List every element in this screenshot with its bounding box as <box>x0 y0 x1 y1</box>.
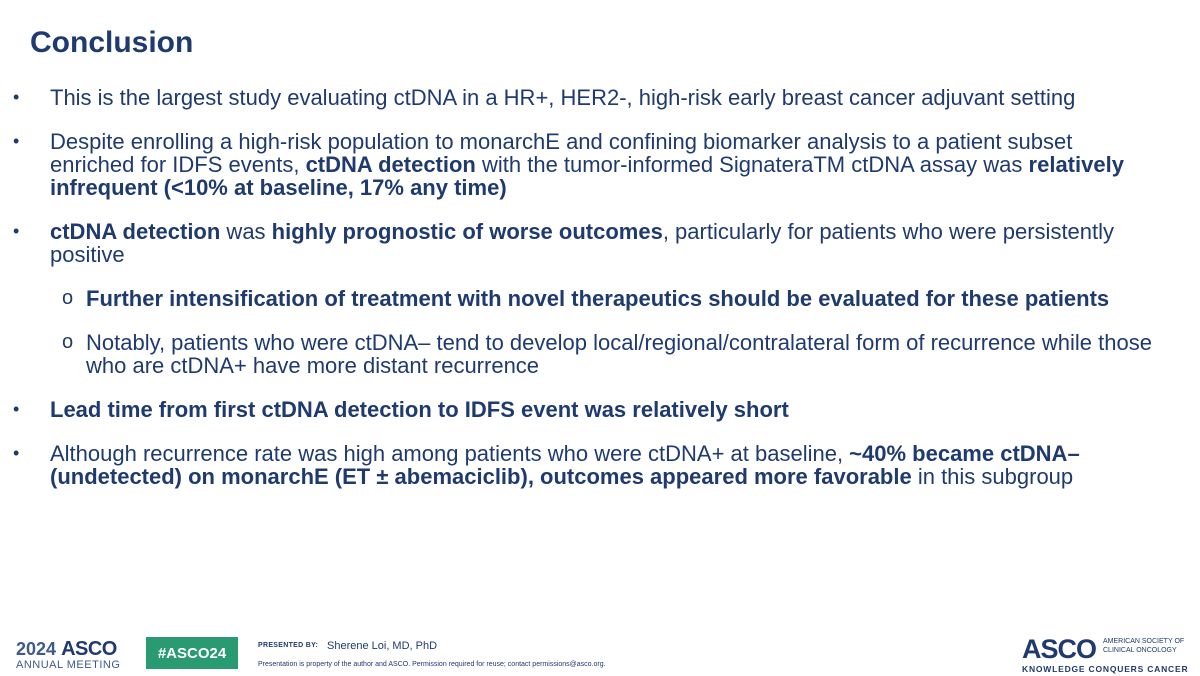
bullet-became-negative <box>0 442 1200 488</box>
asco-tagline: KNOWLEDGE CONQUERS CANCER <box>1022 664 1189 674</box>
bullet-detection-infrequent <box>0 130 1200 199</box>
asco-logo: ASCO <box>1022 634 1097 664</box>
meeting-subtitle: ANNUAL MEETING <box>16 659 121 671</box>
conclusion-list <box>0 86 1200 488</box>
bullet-text: Although recurrence rate was high among patients who were ctDNA+ at baseline, <box>50 441 850 466</box>
bullet-emphasis: Lead time from first ctDNA detection to IDFS event was relatively short <box>50 397 789 422</box>
bullet-prognostic <box>0 220 1200 266</box>
copyright-disclaimer: Presentation is property of the author and ASCO. Permission required for reuse; contact permissions@asco.org. <box>258 661 606 668</box>
bullet-text: in this subgroup <box>911 464 1074 489</box>
bullet-emphasis: highly prognostic of worse outcomes <box>271 219 663 244</box>
bullet-lead-time <box>0 398 1200 421</box>
bullet-glyph: • <box>13 87 20 107</box>
sub-bullet-intensification <box>0 287 1200 310</box>
meeting-asco: ASCO <box>61 638 117 660</box>
bullet-emphasis: relatively infrequent (<10% at baseline, 17% any time) <box>50 152 1124 200</box>
bullet-text: was <box>220 219 272 244</box>
slide-footer <box>0 628 1200 676</box>
bullet-text: with the tumor-informed SignateraTM ctDNA assay was <box>475 152 1029 177</box>
presented-by-label: PRESENTED BY: <box>258 642 319 649</box>
bullet-glyph: • <box>13 131 20 151</box>
presenter-name: Sherene Loi, MD, PhD <box>327 640 438 652</box>
sub-bullet-text: Notably, patients who were ctDNA– tend to develop local/regional/contralateral form of recurrence while those who are ctDNA+ have more distant recurrence <box>86 330 1152 378</box>
bullet-text: This is the largest study evaluating ctDNA in a HR+, HER2-, high-risk early breast cancer adjuvant setting <box>50 85 1076 110</box>
bullet-text: , particularly for patients who were persistently positive <box>50 219 1115 267</box>
bullet-emphasis: ~40% became ctDNA– (undetected) on monarchE (ET ± abemaciclib), outcomes appeared more favorable <box>50 441 1080 489</box>
sub-bullet-emphasis: Further intensification of treatment with novel therapeutics should be evaluated for these patients <box>86 286 1110 311</box>
bullet-text: Despite enrolling a high-risk population to monarchE and confining biomarker analysis to a patient subset enriched for IDFS events, <box>50 129 1073 177</box>
bullet-emphasis: ctDNA detection <box>305 152 476 177</box>
slide-title: Conclusion <box>30 26 194 59</box>
meeting-year: 2024 <box>16 639 57 659</box>
hashtag-badge: #ASCO24 <box>146 637 238 669</box>
bullet-largest-study <box>0 86 1200 109</box>
bullet-glyph: • <box>13 221 20 241</box>
bullet-glyph: • <box>13 443 20 463</box>
sub-bullet-glyph: o <box>62 287 74 309</box>
bullet-emphasis: ctDNA detection <box>50 219 221 244</box>
sub-bullet-glyph: o <box>62 331 74 353</box>
bullet-glyph: • <box>13 399 20 419</box>
asco-organization: AMERICAN SOCIETY OF CLINICAL ONCOLOGY <box>1103 638 1185 654</box>
sub-bullet-recurrence-pattern <box>0 331 1200 377</box>
meeting-logo <box>16 638 117 661</box>
